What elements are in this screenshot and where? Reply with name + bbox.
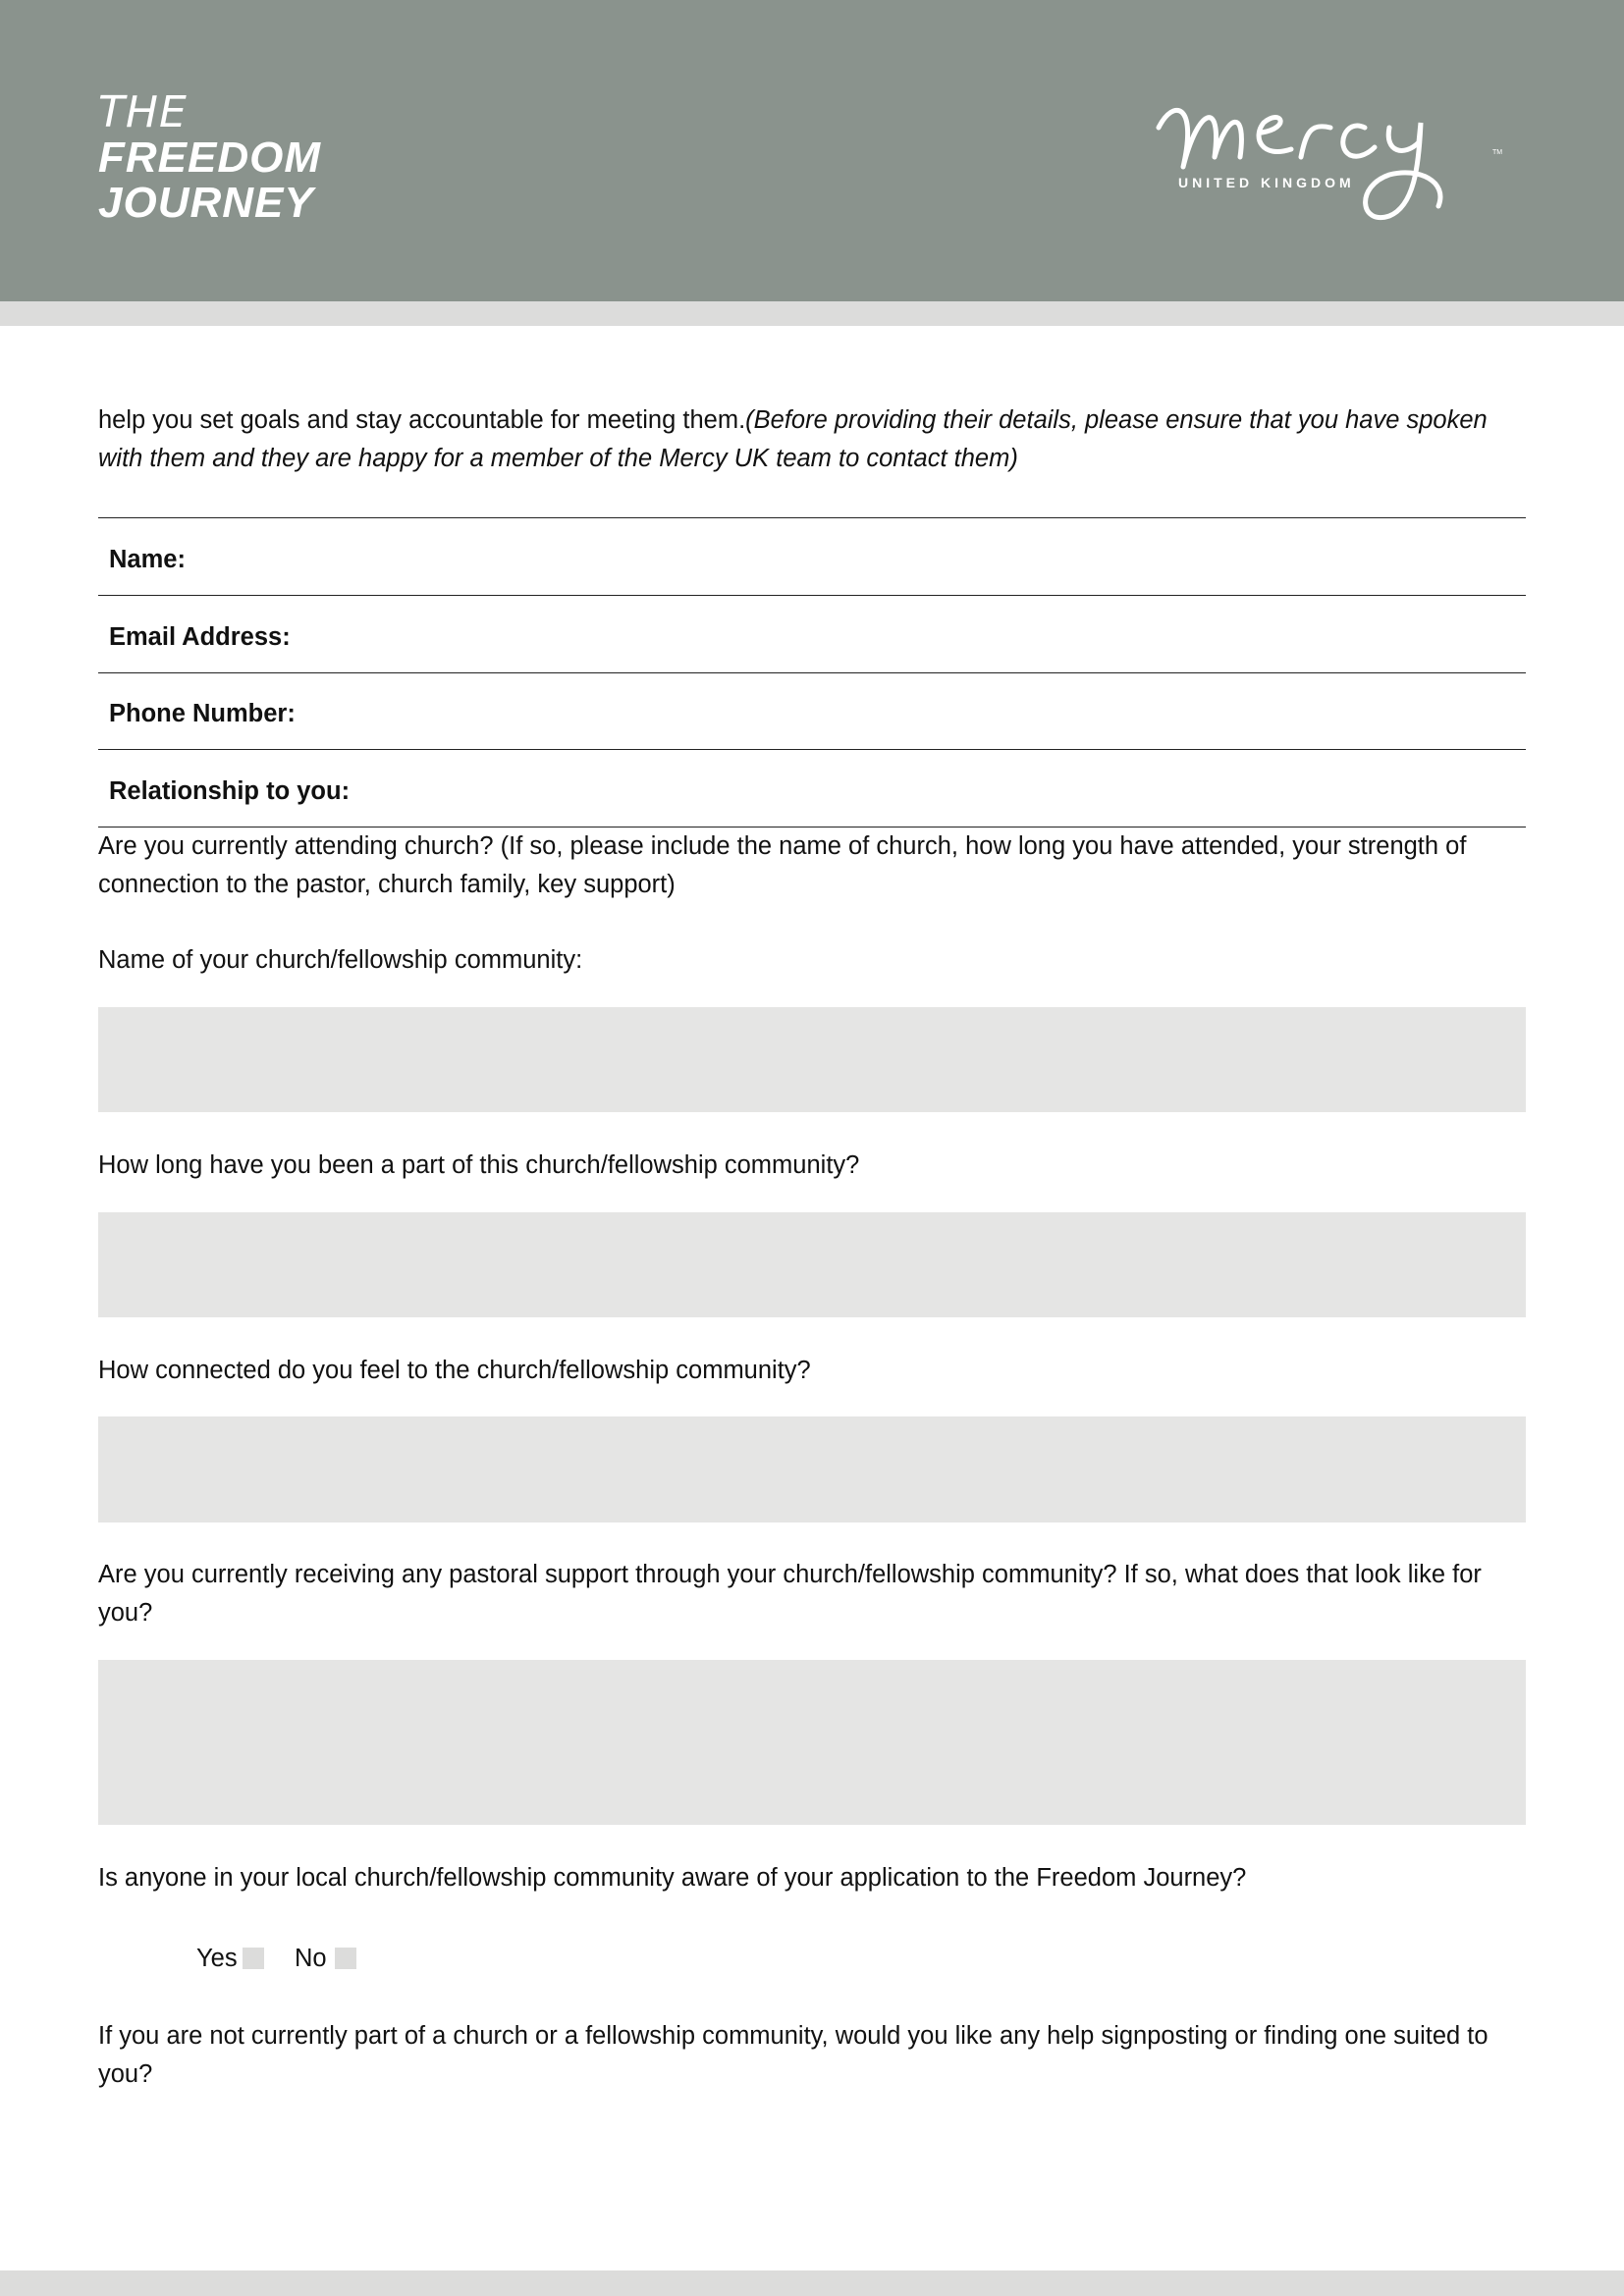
brand-line-the: THE [98, 87, 188, 137]
signposting-question: If you are not currently part of a church or a fellowship community, would you like any help signposting or finding one suited to you? [98, 2022, 1489, 2088]
logo-trademark: TM [1492, 149, 1503, 156]
no-option-label: No [295, 1945, 327, 1972]
intro-text: help you set goals and stay accountable for meeting them. [98, 406, 746, 434]
intro-italic-note: (Before providing their details, please ensure that you have spoken with them and they are happy for a member of the Mercy UK team to contact them) [98, 406, 1488, 472]
brand-line-journey: JOURNEY [98, 179, 314, 227]
yes-checkbox[interactable] [243, 1948, 264, 1969]
logo-subtitle: UNITED KINGDOM [1178, 175, 1355, 190]
relationship-label: Relationship to you: [109, 777, 351, 805]
intro-paragraph [98, 401, 1526, 478]
church-duration-field[interactable] [98, 1212, 1526, 1317]
name-label: Name: [109, 546, 186, 573]
freedom-journey-brand [98, 87, 321, 227]
pastoral-support-field[interactable] [98, 1660, 1526, 1825]
mercy-logo [1154, 88, 1537, 236]
divider [98, 517, 1526, 518]
email-field[interactable] [314, 598, 1526, 671]
divider [98, 672, 1526, 673]
name-field[interactable] [295, 520, 1526, 594]
church-name-label: Name of your church/fellowship community: [98, 946, 583, 974]
email-label: Email Address: [109, 623, 291, 651]
footer-band [0, 2270, 1624, 2296]
header-band [0, 301, 1624, 326]
yes-option-label: Yes [196, 1945, 238, 1972]
church-intro: Are you currently attending church? (If so, please include the name of church, how long you have attended, your strength of connection to the pastor, church family, key support) [98, 832, 1467, 898]
phone-field[interactable] [324, 675, 1526, 747]
phone-label: Phone Number: [109, 700, 296, 727]
mercy-logo-script-icon [1154, 88, 1537, 236]
awareness-question: Is anyone in your local church/fellowship community aware of your application to the Freedom Journey? [98, 1864, 1247, 1892]
no-checkbox[interactable] [335, 1948, 356, 1969]
divider [98, 595, 1526, 596]
church-duration-label: How long have you been a part of this church/fellowship community? [98, 1151, 860, 1179]
brand-line-freedom: FREEDOM [98, 133, 321, 182]
pastoral-support-label: Are you currently receiving any pastoral support through your church/fellowship community? If so, what does that look like for you? [98, 1561, 1482, 1627]
church-name-field[interactable] [98, 1007, 1526, 1112]
divider [98, 749, 1526, 750]
relationship-field[interactable] [373, 752, 1526, 825]
church-connection-field[interactable] [98, 1416, 1526, 1522]
church-connection-label: How connected do you feel to the church/fellowship community? [98, 1357, 811, 1384]
